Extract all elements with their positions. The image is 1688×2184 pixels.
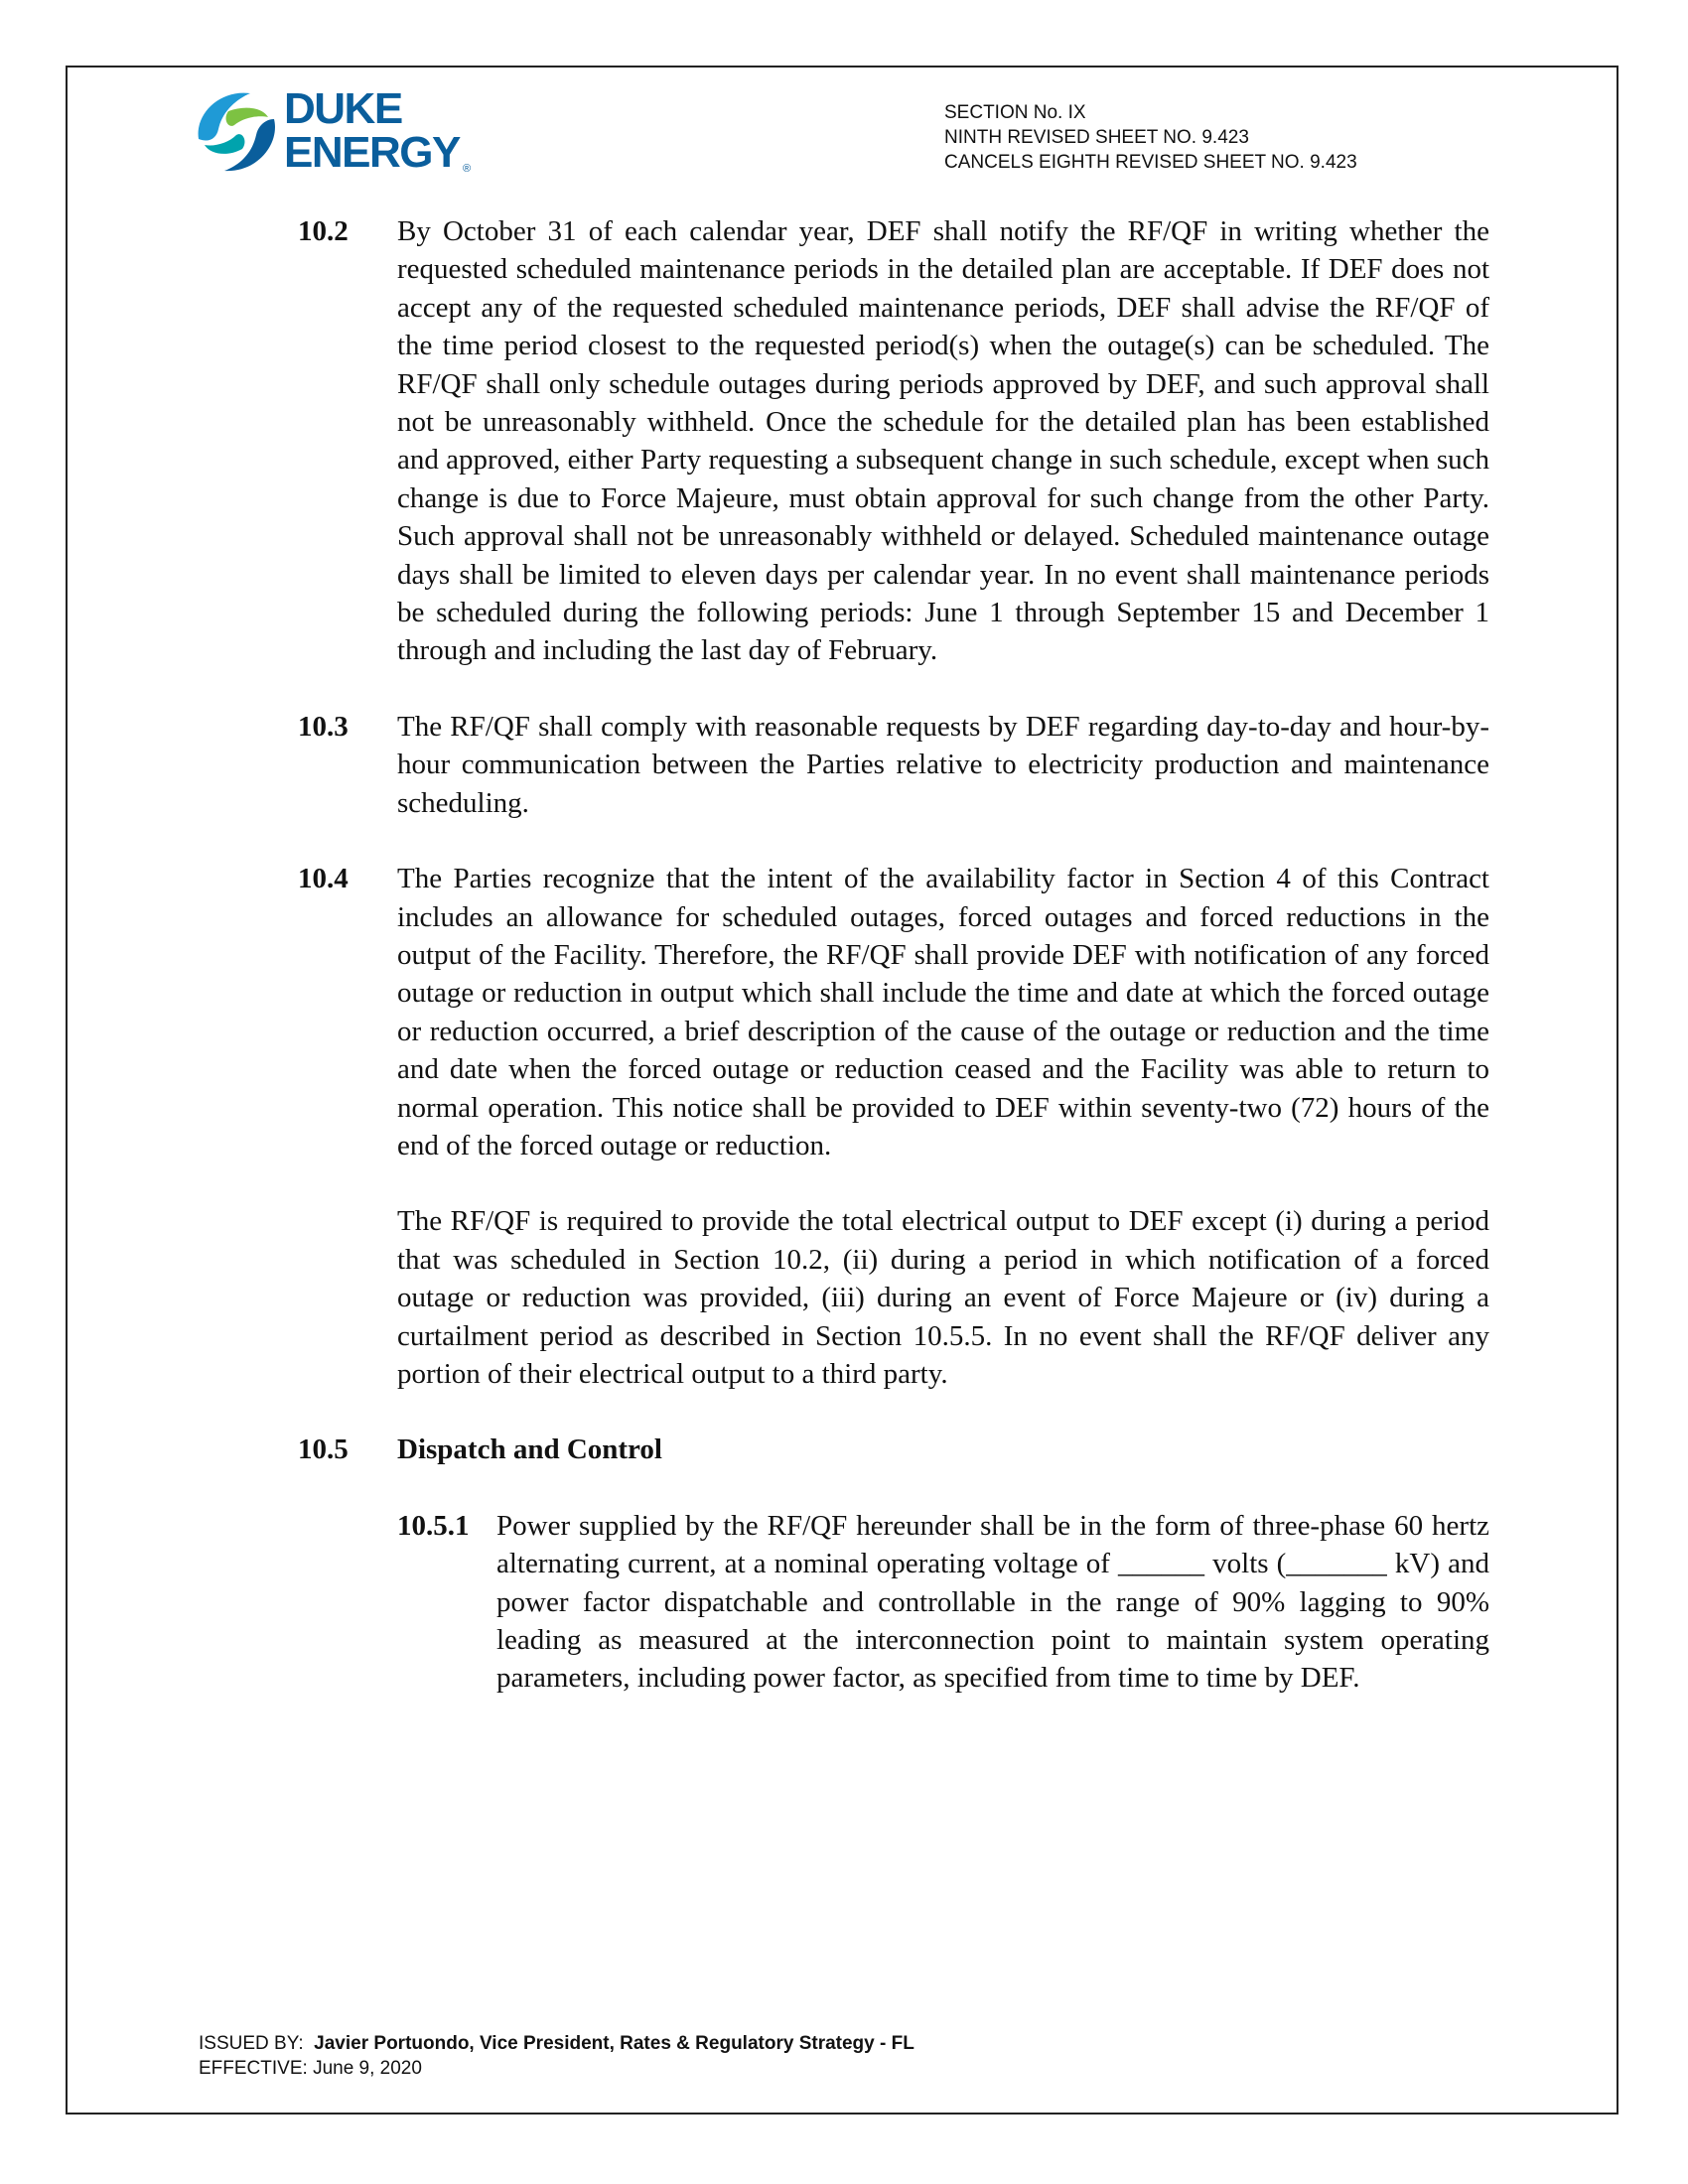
logo-text-duke: DUKE [284,84,402,133]
issued-by-name: Javier Portuondo, Vice President, Rates & Regulatory Strategy - FL [314,2033,914,2054]
section-text: The RF/QF shall comply with reasonable requests by DEF regarding day-to-day and hour-by-hour communication between the Parties relative to electricity production and maintenance scheduling. [397,710,1489,819]
section-text: By October 31 of each calendar year, DEF shall notify the RF/QF in writing whether the requested scheduled maintenance periods in the detailed plan are acceptable. If DEF does not accept any of the requested scheduled maintenance periods, DEF shall advise the RF/QF of the time period closest to the requested period(s) when the outage(s) can be scheduled. The RF/QF shall only schedule outages during periods approved by DEF, and such approval shall not be unreasonably withheld. Once the schedule for the detailed plan has been established and approved, either Party requesting a subsequent change in such schedule, except when such change is due to Force Majeure, must obtain approval for such change from the other Party. Such approval shall not be unreasonably withheld or delayed. Scheduled maintenance outage days shall be limited to eleven days per calendar year. In no event shall maintenance periods be scheduled during the following periods: June 1 through September 15 and December 1 through and including the last day of February. [397,215,1489,667]
section-number-label: 10.4 [298,863,349,895]
section-text: Power supplied by the RF/QF hereunder shall be in the form of three-phase 60 hertz alternating current, at a nominal operating voltage of ______ volts (_______ kV) and power factor dispatchable and controllable in the range of 90% lagging to 90% leading as measured at the interconnection point to maintain system operating parameters, including power factor, as specified from time to time by DEF. [496,1509,1489,1695]
section-number-label: 10.5.1 [397,1509,470,1542]
footer [199,2031,914,2081]
section-10-5 [298,1431,1489,1468]
section-number-label: 10.5 [298,1433,349,1466]
section-heading: Dispatch and Control [397,1433,662,1466]
section-10-4 [298,860,1489,1393]
sheet-header [944,100,1357,175]
document-body [298,212,1489,1698]
section-10-3 [298,708,1489,822]
section-number-label: 10.2 [298,215,349,247]
section-10-5-1 [298,1507,1489,1698]
section-text-continued: The RF/QF is required to provide the total electrical output to DEF except (i) during a period that was scheduled in Section 10.2, (ii) during a period in which notification of a forced outage or reduction was provided, (iii) during an event of Force Majeure or (iv) during a curtailment period as described in Section 10.5.5. In no event shall the RF/QF deliver any portion of their electrical output to a third party. [397,1205,1489,1390]
duke-energy-swirl-icon [189,81,284,181]
section-10-2 [298,212,1489,670]
sheet-number: NINTH REVISED SHEET NO. 9.423 [944,127,1249,148]
cancels-sheet: CANCELS EIGHTH REVISED SHEET NO. 9.423 [944,152,1357,173]
issued-by-label: ISSUED BY: [199,2033,304,2054]
section-number: SECTION No. IX [944,102,1086,123]
logo-registered-mark: ® [463,163,472,175]
issued-by-line [199,2031,914,2056]
effective-date: EFFECTIVE: June 9, 2020 [199,2058,422,2079]
logo-text-energy: ENERGY [284,128,460,177]
section-text: The Parties recognize that the intent of the availability factor in Section 4 of this Contract includes an allowance for scheduled outages, forced outages and forced reductions in the output of the Facility. Therefore, the RF/QF shall provide DEF with notification of any forced outage or reduction in output which shall include the time and date at which the forced outage or reduction occurred, a brief description of the cause of the outage or reduction and the time and date when the forced outage or reduction ceased and the Facility was able to return to normal operation. This notice shall be provided to DEF within seventy-two (72) hours of the end of the forced outage or reduction. [397,863,1489,1161]
section-number-label: 10.3 [298,710,349,743]
duke-energy-logo [189,81,477,181]
